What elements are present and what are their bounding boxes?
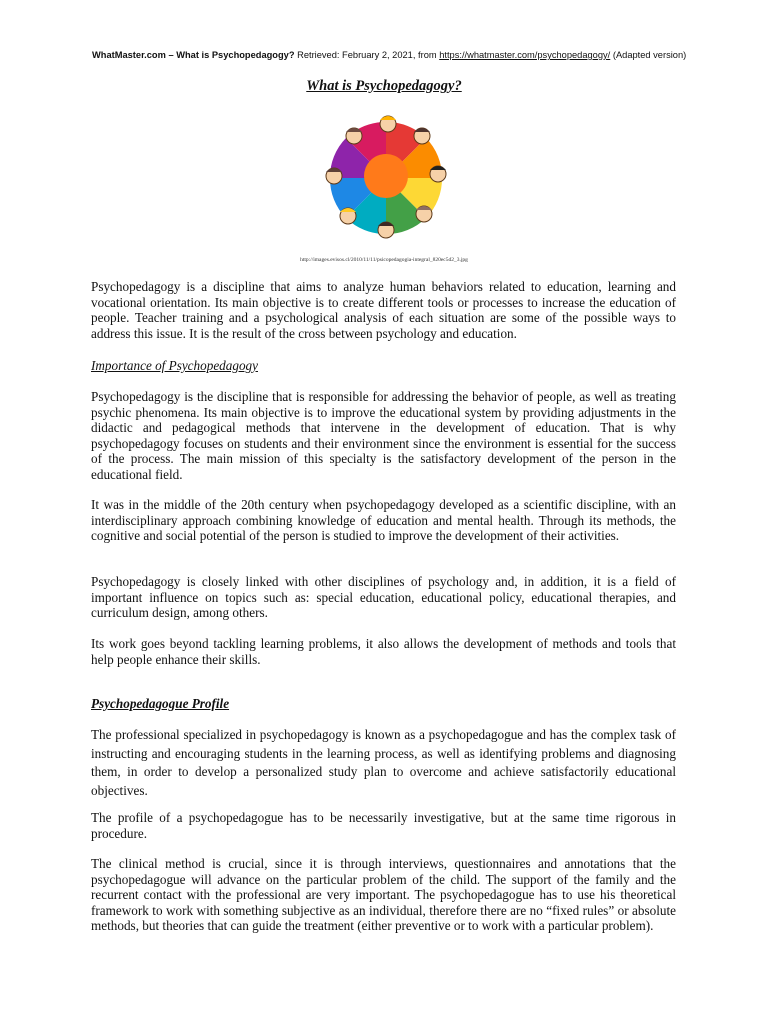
source-site: WhatMaster.com – What is Psychopedagogy? <box>92 50 295 60</box>
source-url-link[interactable]: https://whatmaster.com/psychopedagogy/ <box>439 50 611 60</box>
section-heading-importance: Importance of Psychopedagogy <box>91 358 258 373</box>
profile-paragraph-3: The clinical method is crucial, since it is through interviews, questionnaires and annotations that the psychopedagogue will advance on the particular problem of the child. The support of the family and the recurrent contact with the professional are very important. The psychopedagogue has to use his theoretical framework to work with something subjective as an individual, therefore there are no “fixed rules” or absolute methods, but theories that can guide the treatment (either preventive or to work with a particular problem). <box>91 856 676 934</box>
importance-paragraph-3: Psychopedagogy is closely linked with other disciplines of psychology and, in addition, it is a field of important influence on topics such as: special education, educational policy, educational therapies, and curriculum design, among others. <box>91 574 676 621</box>
figure-caption: http://images.evisos.cl/2010/11/11/psicopedagogia-integral_820ec5d2_3.jpg <box>300 257 468 263</box>
intro-paragraph: Psychopedagogy is a discipline that aims to analyze human behaviors related to education, learning and vocational orientation. Its main objective is to create different tools or processes to increase the education of people. Teacher training and a psychological analysis of each situation are some of the possible ways to address this issue. It is the result of the cross between psychology and education. <box>91 279 676 341</box>
importance-paragraph-1: Psychopedagogy is the discipline that is responsible for addressing the behavior of people, as well as treating psychic phenomena. Its main objective is to improve the educational system by providing adjustments in the didactic and pedagogical methods that intervene in the development of education. That is why psychopedagogy focuses on students and their environment since the environment is essential for the success of the process. The main mission of this specialty is the satisfactory development of the person in the educational field. <box>91 389 676 482</box>
section-heading-profile: Psychopedagogue Profile <box>91 696 230 711</box>
retrieved-text: Retrieved: February 2, 2021, from <box>294 50 440 60</box>
importance-paragraph-2: It was in the middle of the 20th century when psychopedagogy developed as a scientific discipline, with an interdisciplinary approach combining knowledge of education and mental health. Through its methods, the cognitive and social potential of the person is studied to improve the development of their activities. <box>91 497 676 544</box>
center-sun <box>364 154 408 198</box>
adapted-note: (Adapted version) <box>610 50 687 60</box>
source-citation <box>92 50 692 60</box>
profile-paragraph-1: The professional specialized in psychopedagogy is known as a psychopedagogue and has the complex task of instructing and encouraging students in the learning process, as well as identifying problems and diagnosing them, in order to develop a personalized study plan to overcome and achieve satisfactorily educational objectives. <box>91 727 676 798</box>
importance-paragraph-4: Its work goes beyond tackling learning problems, it also allows the development of methods and tools that help people enhance their skills. <box>91 636 676 667</box>
profile-paragraph-2: The profile of a psychopedagogue has to be necessarily investigative, but at the same time rigorous in procedure. <box>91 810 676 841</box>
page-title: What is Psychopedagogy? <box>306 78 462 94</box>
children-circle-illustration <box>318 110 454 246</box>
